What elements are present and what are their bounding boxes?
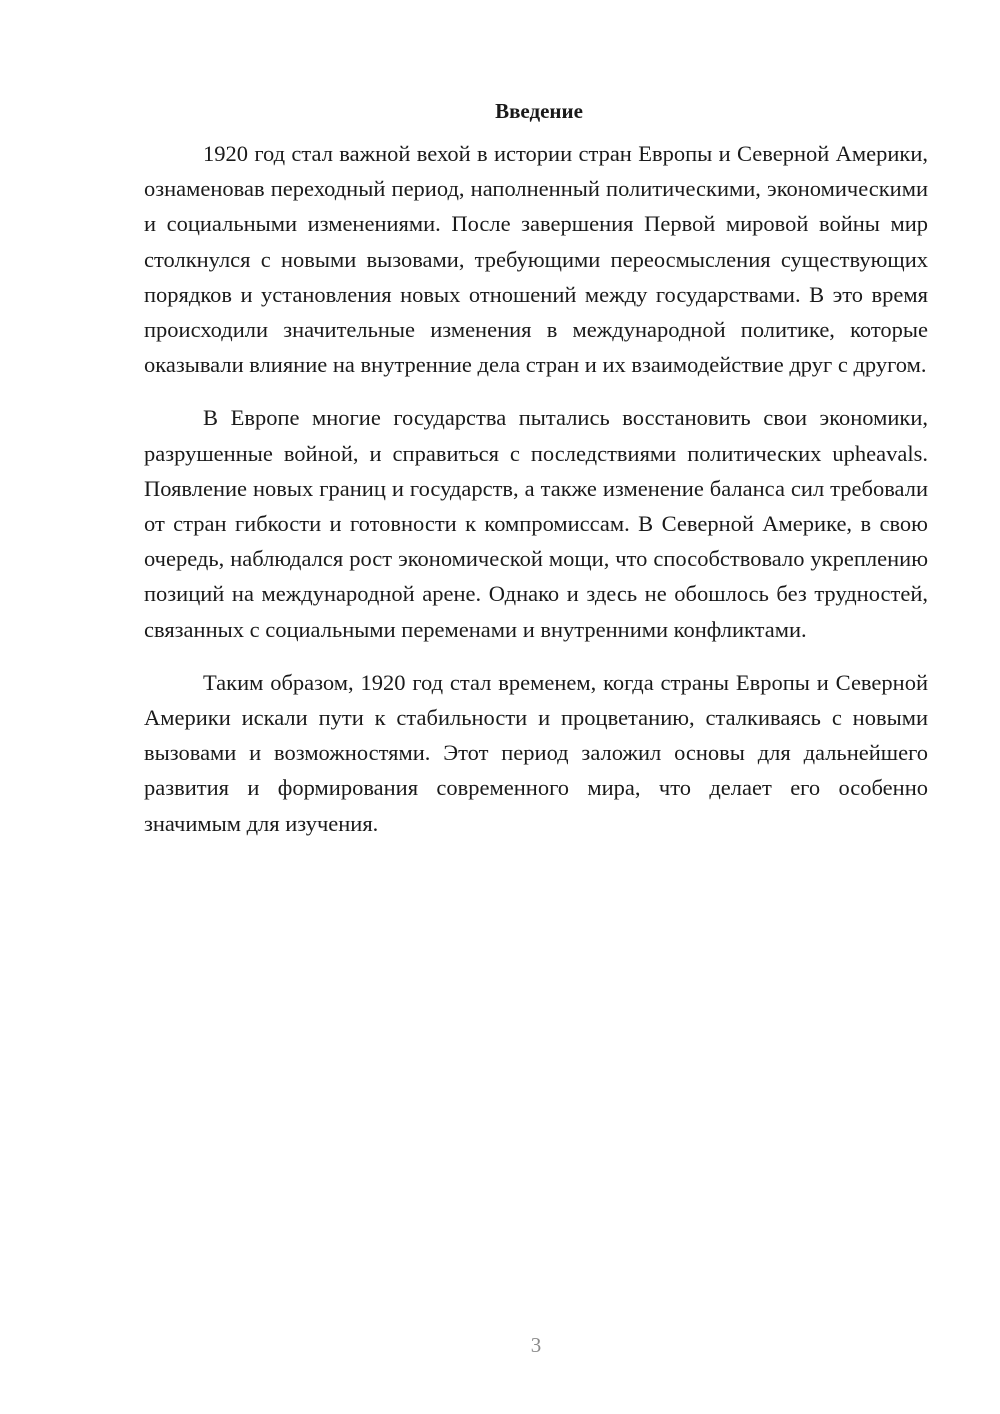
paragraph-conclusion: Таким образом, 1920 год стал временем, когда страны Европы и Северной Америки искали пути к стабильности и процветанию, сталкиваясь с новыми вызовами и возможностями. Этот период заложил основы для дальнейшего развития и формирования современного мира, что делает его особенно значимым для изучения. [144,669,928,836]
section-heading: Введение [495,99,583,123]
paragraph-europe: В Европе многие государства пытались восстановить свои экономики, разрушенные войной, и справиться с последствиями политических upheavals. Появление новых границ и государств, а также изменение баланса сил требовали от стран гибкости и готовности к компромиссам. В Северной Америке, в свою очередь, наблюдался рост экономической мощи, что способствовало укреплению позиций на международной арене. Однако и здесь не обошлось без трудностей, связанных с социальными переменами и внутренними конфликтами. [144,405,928,642]
paragraph-intro: 1920 год стал важной вехой в истории стран Европы и Северной Америки, ознаменовав переходный период, наполненный политическими, экономическими и социальными изменениями. После завершения Первой мировой войны мир столкнулся с новыми вызовами, требующими переосмысления существующих порядков и установления новых отношений между государствами. В это время происходили значительные изменения в международной политике, которые оказывали влияние на внутренние дела стран и их взаимодействие друг с другом. [144,141,928,378]
page-number: 3 [530,1333,542,1357]
page-body [144,96,928,859]
